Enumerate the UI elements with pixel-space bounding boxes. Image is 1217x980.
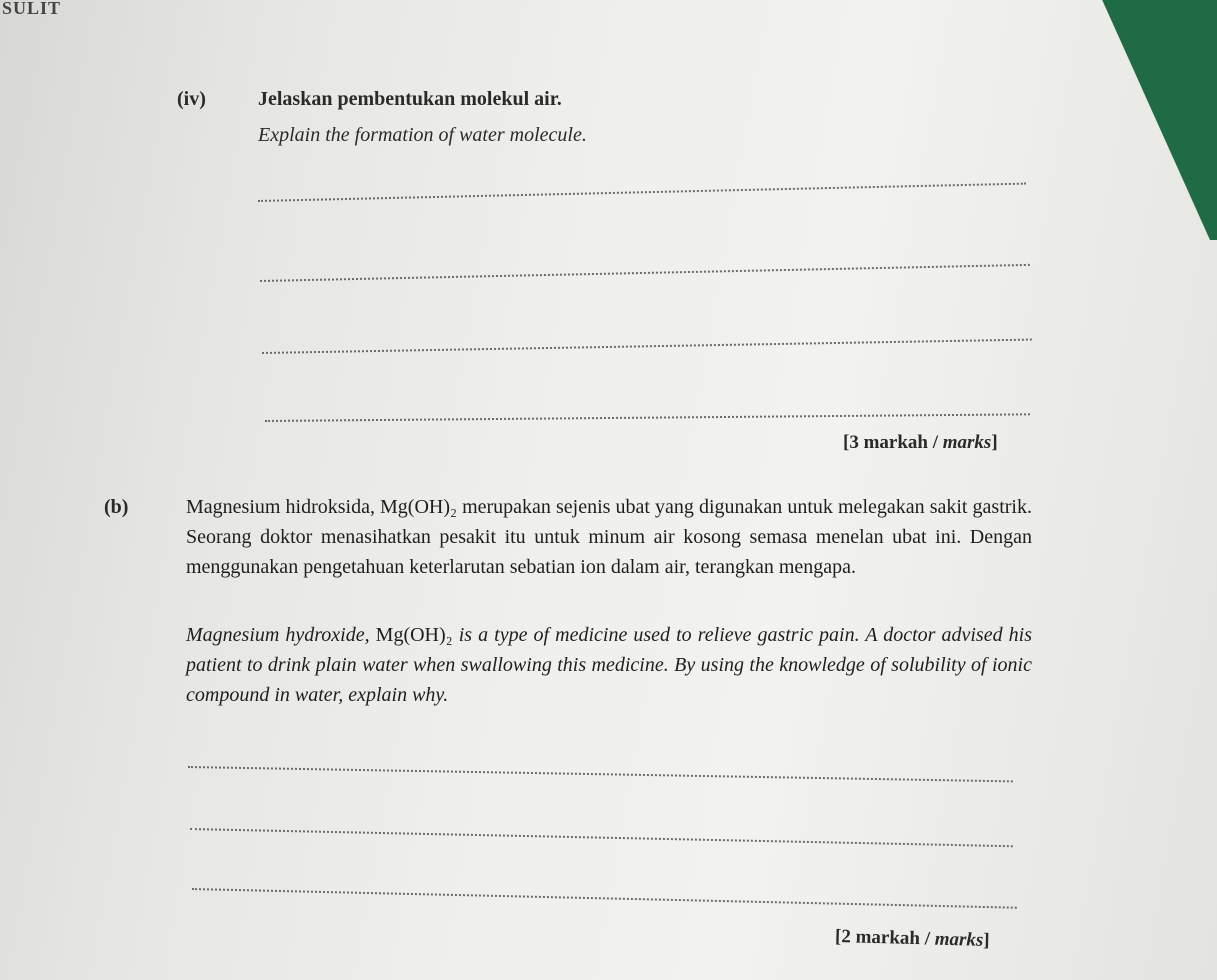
- marks-iv-close: ]: [991, 432, 998, 453]
- question-b-malay: Magnesium hidroksida, Mg(OH)₂ merupakan sejenis ubat yang digunakan untuk melegakan sakit gastrik. Seorang doktor menasihatkan pesakit itu untuk minum air kosong semasa menelan ubat ini. Dengan menggunakan pengetahuan keterlarutan sebatian ion dalam air, terangkan mengapa.: [186, 496, 1032, 578]
- question-iv-number: (iv): [177, 88, 206, 110]
- question-b-english-b: is a type of medicine used to relieve gastric pain. A doctor advised his patient to drink plain water when swallowing this medicine. By using the knowledge of solubility of ionic compound in water, explain why.: [186, 624, 1032, 706]
- question-b-english: [186, 620, 1032, 710]
- question-b-english-a: Magnesium hydroxide,: [186, 624, 376, 646]
- marks-iv-malay: [3 markah /: [843, 432, 943, 453]
- marks-iv: [843, 432, 998, 454]
- sulit-header: SULIT: [2, 0, 62, 18]
- marks-b-english: marks: [934, 928, 984, 951]
- marks-iv-english: marks: [942, 432, 992, 453]
- marks-b: [835, 926, 990, 952]
- marks-b-close: ]: [983, 929, 990, 952]
- question-iv-english: Explain the formation of water molecule.: [258, 124, 587, 146]
- question-iv-malay: Jelaskan pembentukan molekul air.: [258, 88, 562, 110]
- marks-b-malay: [2 markah /: [834, 925, 936, 950]
- question-b-formula: Mg(OH)₂: [375, 624, 453, 646]
- question-b-number: (b): [104, 496, 129, 518]
